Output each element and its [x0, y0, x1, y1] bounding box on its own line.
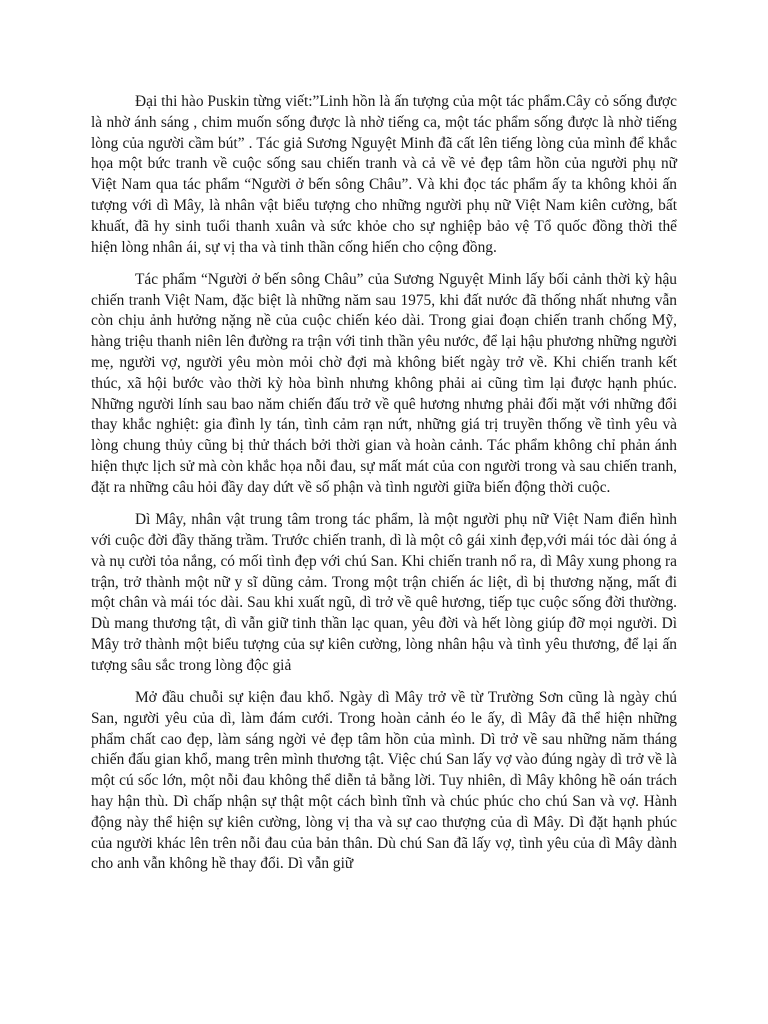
paragraph-di-may-character: Dì Mây, nhân vật trung tâm trong tác phẩm, là một người phụ nữ Việt Nam điển hình với cuộc đời đầy thăng trầm. Trước chiến tranh, dì là một cô gái xinh đẹp,với mái tóc dài óng ả và nụ cười tỏa nắng, có mối tình đẹp với chú San. Khi chiến tranh nổ ra, dì Mây xung phong ra trận, trở thành một nữ y sĩ dũng cảm. Trong một trận chiến ác liệt, dì bị thương nặng, mất đi một chân và mái tóc dài. Sau khi xuất ngũ, dì trở về quê hương, tiếp tục cuộc sống đời thường. Dù mang thương tật, dì vẫn giữ tinh thần lạc quan, yêu đời và hết lòng giúp đỡ mọi người. Dì Mây trở thành một biểu tượng của sự kiên cường, lòng nhân hậu và tình yêu thương, để lại ấn tượng sâu sắc trong lòng độc giả: [91, 511, 677, 674]
paragraph-puskin-intro: Đại thi hào Puskin từng viết:”Linh hồn là ấn tượng của một tác phẩm.Cây cỏ sống được là nhờ ánh sáng , chim muốn sống được là nhờ tiếng ca, một tác phẩm sống được là nhờ tiếng lòng của người cầm bút” . Tác giả Sương Nguyệt Minh đã cất lên tiếng lòng của mình để khắc họa một bức tranh về cuộc sống sau chiến tranh và cả về vẻ đẹp tâm hồn của người phụ nữ Việt Nam qua tác phẩm “Người ở bến sông Châu”. Và khi đọc tác phẩm ấy ta không khỏi ấn tượng với dì Mây, là nhân vật biểu tượng cho những người phụ nữ Việt Nam kiên cường, bất khuất, đã hy sinh tuổi thanh xuân và sức khỏe cho sự nghiệp bảo vệ Tổ quốc đồng thời thể hiện lòng nhân ái, sự vị tha và tinh thần cống hiến cho cộng đồng.: [91, 93, 677, 256]
document-body: [91, 92, 677, 887]
paragraph-historical-context: Tác phẩm “Người ở bến sông Châu” của Sương Nguyệt Minh lấy bối cảnh thời kỳ hậu chiến tranh Việt Nam, đặc biệt là những năm sau 1975, khi đất nước đã thống nhất nhưng vẫn còn chịu ảnh hưởng nặng nề của cuộc chiến kéo dài. Trong giai đoạn chiến tranh chống Mỹ, hàng triệu thanh niên lên đường ra trận với tinh thần yêu nước, để lại hậu phương những người mẹ, người vợ, người yêu mòn mỏi chờ đợi mà không biết ngày trở về. Khi chiến tranh kết thúc, xã hội bước vào thời kỳ hòa bình nhưng không phải ai cũng tìm lại được hạnh phúc. Những người lính sau bao năm chiến đấu trở về quê hương nhưng phải đối mặt với những đổi thay khắc nghiệt: gia đình ly tán, tình cảm rạn nứt, những giá trị truyền thống về tình yêu và lòng chung thủy cũng bị thử thách bởi thời gian và hoàn cảnh. Tác phẩm không chỉ phản ánh hiện thực lịch sử mà còn khắc họa nỗi đau, sự mất mát của con người trong và sau chiến tranh, đặt ra những câu hỏi đầy day dứt về số phận và tình người giữa biến động thời cuộc.: [91, 270, 677, 496]
paragraph-painful-events: Mở đầu chuỗi sự kiện đau khổ. Ngày dì Mây trở về từ Trường Sơn cũng là ngày chú San, người yêu của dì, làm đám cưới. Trong hoàn cảnh éo le ấy, dì Mây đã thể hiện những phẩm chất cao đẹp, làm sáng ngời vẻ đẹp tâm hồn của mình. Dì trở về sau những năm tháng chiến đấu gian khổ, mang trên mình thương tật. Việc chú San lấy vợ vào đúng ngày dì trở về là một cú sốc lớn, một nỗi đau không thể diễn tả bằng lời. Tuy nhiên, dì Mây không hề oán trách hay hận thù. Dì chấp nhận sự thật một cách bình tĩnh và chúc phúc cho chú San và vợ. Hành động này thể hiện sự kiên cường, lòng vị tha và sự cao thượng của dì Mây. Dì đặt hạnh phúc của người khác lên trên nỗi đau của bản thân. Dù chú San đã lấy vợ, tình yêu của dì Mây dành cho anh vẫn không hề thay đổi. Dì vẫn giữ: [91, 689, 677, 873]
